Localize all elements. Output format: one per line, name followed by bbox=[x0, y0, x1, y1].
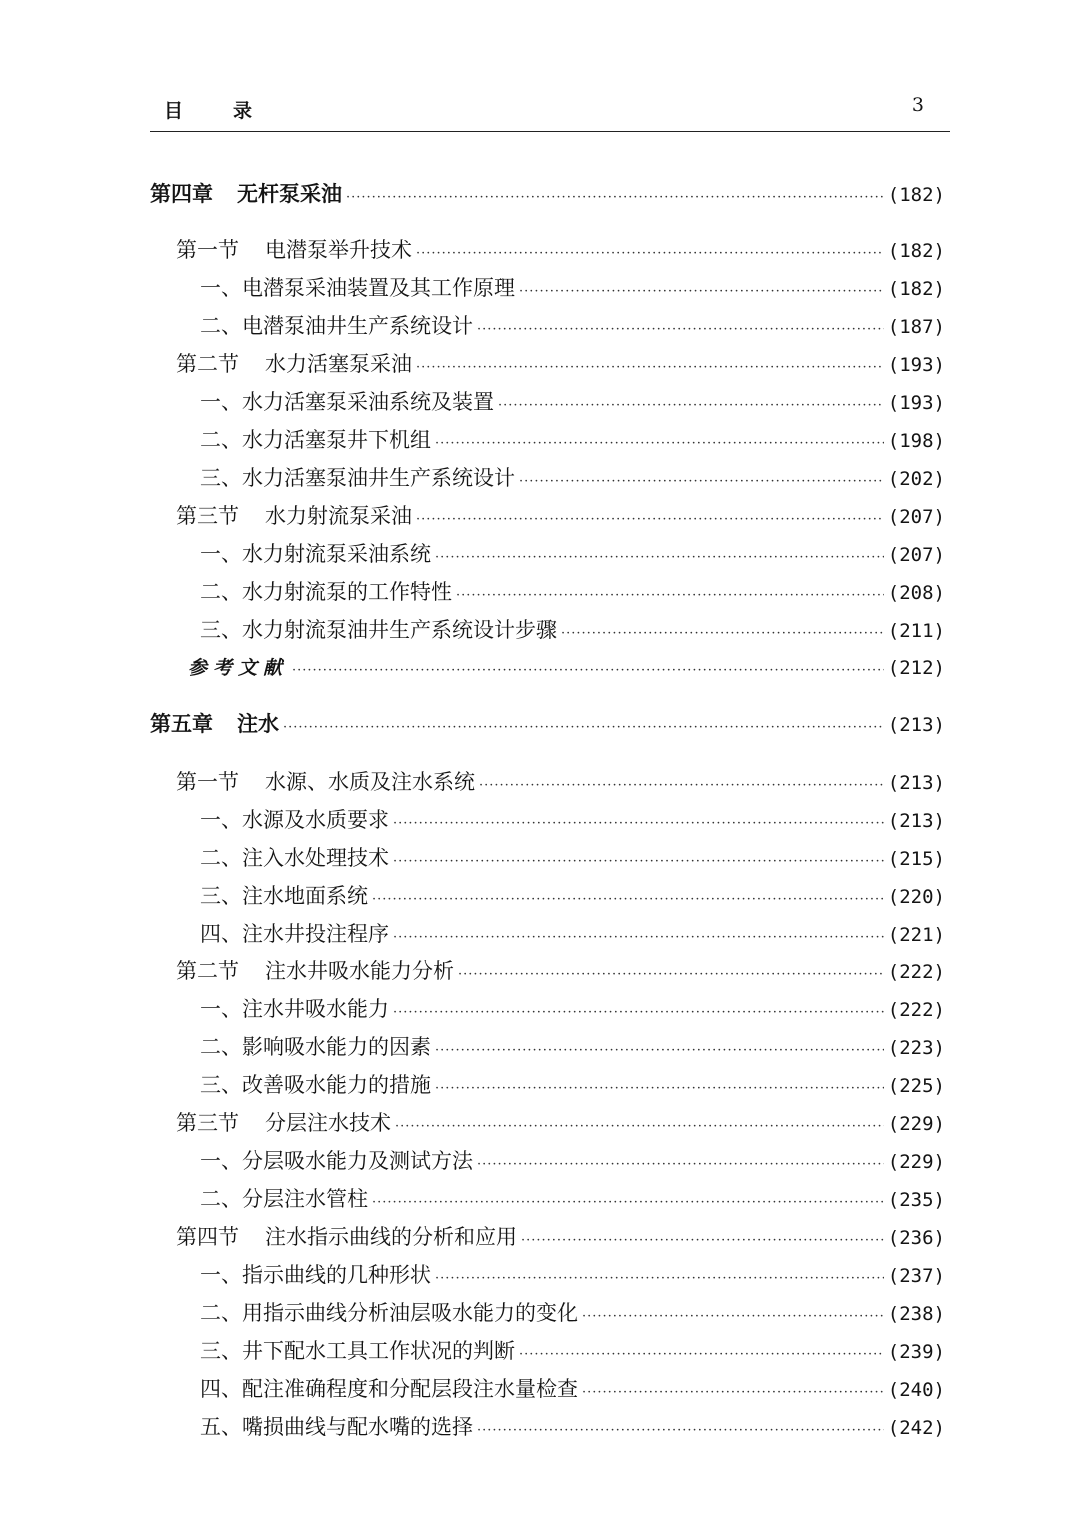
toc-item bbox=[200, 540, 945, 572]
toc-title: 一、分层吸水能力及测试方法 bbox=[200, 1149, 473, 1173]
toc-page: (220) bbox=[887, 886, 945, 908]
toc-title bbox=[176, 502, 412, 530]
dot-leader bbox=[393, 999, 884, 1027]
toc-page: (229) bbox=[887, 1151, 945, 1173]
toc-section bbox=[176, 350, 945, 382]
toc-item bbox=[200, 616, 945, 648]
toc-title: 一、电潜泵采油装置及其工作原理 bbox=[200, 276, 515, 300]
toc-item bbox=[200, 1071, 945, 1103]
dot-leader bbox=[372, 1189, 884, 1217]
toc-title: 一、水源及水质要求 bbox=[200, 808, 389, 832]
toc-item bbox=[200, 882, 945, 914]
header-label: 目录 bbox=[164, 100, 303, 122]
dot-leader bbox=[435, 1075, 884, 1103]
toc-item bbox=[200, 844, 945, 876]
toc-chapter bbox=[150, 180, 945, 212]
toc-title: 三、井下配水工具工作状况的判断 bbox=[200, 1339, 515, 1363]
dot-leader bbox=[519, 468, 884, 496]
toc-title bbox=[150, 180, 342, 208]
dot-leader bbox=[395, 1113, 884, 1141]
toc-section bbox=[176, 502, 945, 534]
dot-leader bbox=[393, 810, 884, 838]
toc-page: (225) bbox=[887, 1075, 945, 1097]
dot-leader bbox=[416, 506, 884, 534]
toc-title: 二、用指示曲线分析油层吸水能力的变化 bbox=[200, 1301, 578, 1325]
toc-section bbox=[176, 1223, 945, 1255]
toc-page: (202) bbox=[887, 468, 945, 490]
toc-item bbox=[200, 1299, 945, 1331]
toc-page: (239) bbox=[887, 1341, 945, 1363]
toc-item bbox=[200, 426, 945, 458]
toc-title: 一、注水井吸水能力 bbox=[200, 997, 389, 1021]
toc-title bbox=[176, 350, 412, 378]
dot-leader bbox=[477, 1151, 884, 1179]
toc-number: 第一节 bbox=[176, 770, 239, 794]
dot-leader bbox=[435, 1265, 884, 1293]
toc-item bbox=[200, 1337, 945, 1369]
toc-title-text: 水源、水质及注水系统 bbox=[265, 770, 475, 794]
toc-page: (198) bbox=[887, 430, 945, 452]
dot-leader bbox=[519, 278, 884, 306]
toc-item bbox=[200, 388, 945, 420]
dot-leader bbox=[435, 1037, 884, 1065]
toc-title: 一、指示曲线的几种形状 bbox=[200, 1263, 431, 1287]
dot-leader bbox=[582, 1303, 884, 1331]
toc-page: (213) bbox=[887, 772, 945, 794]
toc-page: (182) bbox=[887, 240, 945, 262]
toc-page: (213) bbox=[887, 810, 945, 832]
toc-title: 参考文献 bbox=[188, 657, 289, 679]
dot-leader bbox=[393, 924, 884, 952]
toc-page: (240) bbox=[887, 1379, 945, 1401]
toc-references bbox=[188, 654, 945, 685]
toc-section bbox=[176, 768, 945, 800]
toc-title: 三、注水地面系统 bbox=[200, 884, 368, 908]
toc-title-text: 无杆泵采油 bbox=[237, 181, 342, 206]
toc-title: 三、改善吸水能力的措施 bbox=[200, 1073, 431, 1097]
dot-leader bbox=[582, 1379, 884, 1407]
toc-page: (187) bbox=[887, 316, 945, 338]
toc-item bbox=[200, 1185, 945, 1217]
toc-item bbox=[200, 1147, 945, 1179]
toc-title-text: 水力射流泵采油 bbox=[265, 504, 412, 528]
dot-leader bbox=[393, 848, 884, 876]
toc-page: (193) bbox=[887, 354, 945, 376]
dot-leader bbox=[435, 430, 884, 458]
toc-section bbox=[176, 957, 945, 989]
toc-title: 三、水力射流泵油井生产系统设计步骤 bbox=[200, 618, 557, 642]
toc-title-text: 注水 bbox=[237, 711, 279, 736]
toc-title: 二、影响吸水能力的因素 bbox=[200, 1035, 431, 1059]
toc-item bbox=[200, 1261, 945, 1293]
toc-page: (213) bbox=[887, 714, 945, 736]
toc-item bbox=[200, 1375, 945, 1407]
toc-title: 一、水力射流泵采油系统 bbox=[200, 542, 431, 566]
toc-page: (242) bbox=[887, 1417, 945, 1439]
dot-leader bbox=[458, 961, 884, 989]
dot-leader bbox=[416, 240, 884, 268]
toc-title bbox=[176, 768, 475, 796]
toc-page: (182) bbox=[887, 278, 945, 300]
toc-item bbox=[200, 274, 945, 306]
toc-page: (182) bbox=[887, 184, 945, 206]
dot-leader bbox=[416, 354, 884, 382]
dot-leader bbox=[519, 1341, 884, 1369]
dot-leader bbox=[435, 544, 884, 572]
header-rule bbox=[150, 131, 950, 132]
toc-item bbox=[200, 995, 945, 1027]
dot-leader bbox=[283, 714, 884, 742]
toc-chapter bbox=[150, 710, 945, 742]
toc-title bbox=[176, 1223, 517, 1251]
toc-title: 二、分层注水管柱 bbox=[200, 1187, 368, 1211]
toc-item bbox=[200, 464, 945, 496]
dot-leader bbox=[477, 316, 884, 344]
toc-title-text: 水力活塞泵采油 bbox=[265, 352, 412, 376]
toc-item bbox=[200, 1033, 945, 1065]
toc-page: (208) bbox=[887, 582, 945, 604]
toc-item bbox=[200, 312, 945, 344]
toc-number: 第一节 bbox=[176, 238, 239, 262]
toc-title bbox=[150, 710, 279, 738]
toc-page: (211) bbox=[887, 620, 945, 642]
toc-page: (222) bbox=[887, 999, 945, 1021]
toc-title: 二、水力射流泵的工作特性 bbox=[200, 580, 452, 604]
toc-page: (236) bbox=[887, 1227, 945, 1249]
toc-number: 第三节 bbox=[176, 1111, 239, 1135]
dot-leader bbox=[346, 184, 884, 212]
toc-page: (215) bbox=[887, 848, 945, 870]
toc-page: (229) bbox=[887, 1113, 945, 1135]
dot-leader bbox=[456, 582, 884, 610]
toc-page: (222) bbox=[887, 961, 945, 983]
toc-number: 第二节 bbox=[176, 959, 239, 983]
toc-number: 第四章 bbox=[150, 181, 213, 206]
toc-number: 第二节 bbox=[176, 352, 239, 376]
dot-leader bbox=[479, 772, 884, 800]
dot-leader bbox=[498, 392, 884, 420]
toc-page: (193) bbox=[887, 392, 945, 414]
toc-page: (207) bbox=[887, 544, 945, 566]
toc-item bbox=[200, 578, 945, 610]
toc-page: (235) bbox=[887, 1189, 945, 1211]
dot-leader bbox=[292, 657, 884, 685]
toc-section bbox=[176, 1109, 945, 1141]
toc-page: (221) bbox=[887, 924, 945, 946]
dot-leader bbox=[477, 1417, 884, 1445]
page-number: 3 bbox=[911, 94, 924, 116]
toc-title-text: 注水井吸水能力分析 bbox=[265, 959, 454, 983]
toc-page: (207) bbox=[887, 506, 945, 528]
toc-section bbox=[176, 236, 945, 268]
dot-leader bbox=[521, 1227, 884, 1255]
toc-title-text: 分层注水技术 bbox=[265, 1111, 391, 1135]
dot-leader bbox=[561, 620, 884, 648]
toc-title-text: 电潜泵举升技术 bbox=[265, 238, 412, 262]
toc-title bbox=[176, 236, 412, 264]
toc-title bbox=[176, 957, 454, 985]
toc-item bbox=[200, 920, 945, 952]
toc-page: (212) bbox=[887, 657, 945, 679]
dot-leader bbox=[372, 886, 884, 914]
toc-page: (223) bbox=[887, 1037, 945, 1059]
toc-title bbox=[176, 1109, 391, 1137]
toc-title: 二、注入水处理技术 bbox=[200, 846, 389, 870]
toc-title: 二、水力活塞泵井下机组 bbox=[200, 428, 431, 452]
toc-item bbox=[200, 1413, 945, 1445]
toc-title: 二、电潜泵油井生产系统设计 bbox=[200, 314, 473, 338]
toc-title: 四、配注准确程度和分配层段注水量检查 bbox=[200, 1377, 578, 1401]
toc-page: (238) bbox=[887, 1303, 945, 1325]
toc-title-text: 注水指示曲线的分析和应用 bbox=[265, 1225, 517, 1249]
toc-number: 第四节 bbox=[176, 1225, 239, 1249]
toc-title: 三、水力活塞泵油井生产系统设计 bbox=[200, 466, 515, 490]
toc-number: 第三节 bbox=[176, 504, 239, 528]
toc-title: 一、水力活塞泵采油系统及装置 bbox=[200, 390, 494, 414]
toc-page: (237) bbox=[887, 1265, 945, 1287]
toc-title: 五、嘴损曲线与配水嘴的选择 bbox=[200, 1415, 473, 1439]
toc-number: 第五章 bbox=[150, 711, 213, 736]
toc-item bbox=[200, 806, 945, 838]
running-header bbox=[150, 96, 950, 126]
toc-title: 四、注水井投注程序 bbox=[200, 922, 389, 946]
